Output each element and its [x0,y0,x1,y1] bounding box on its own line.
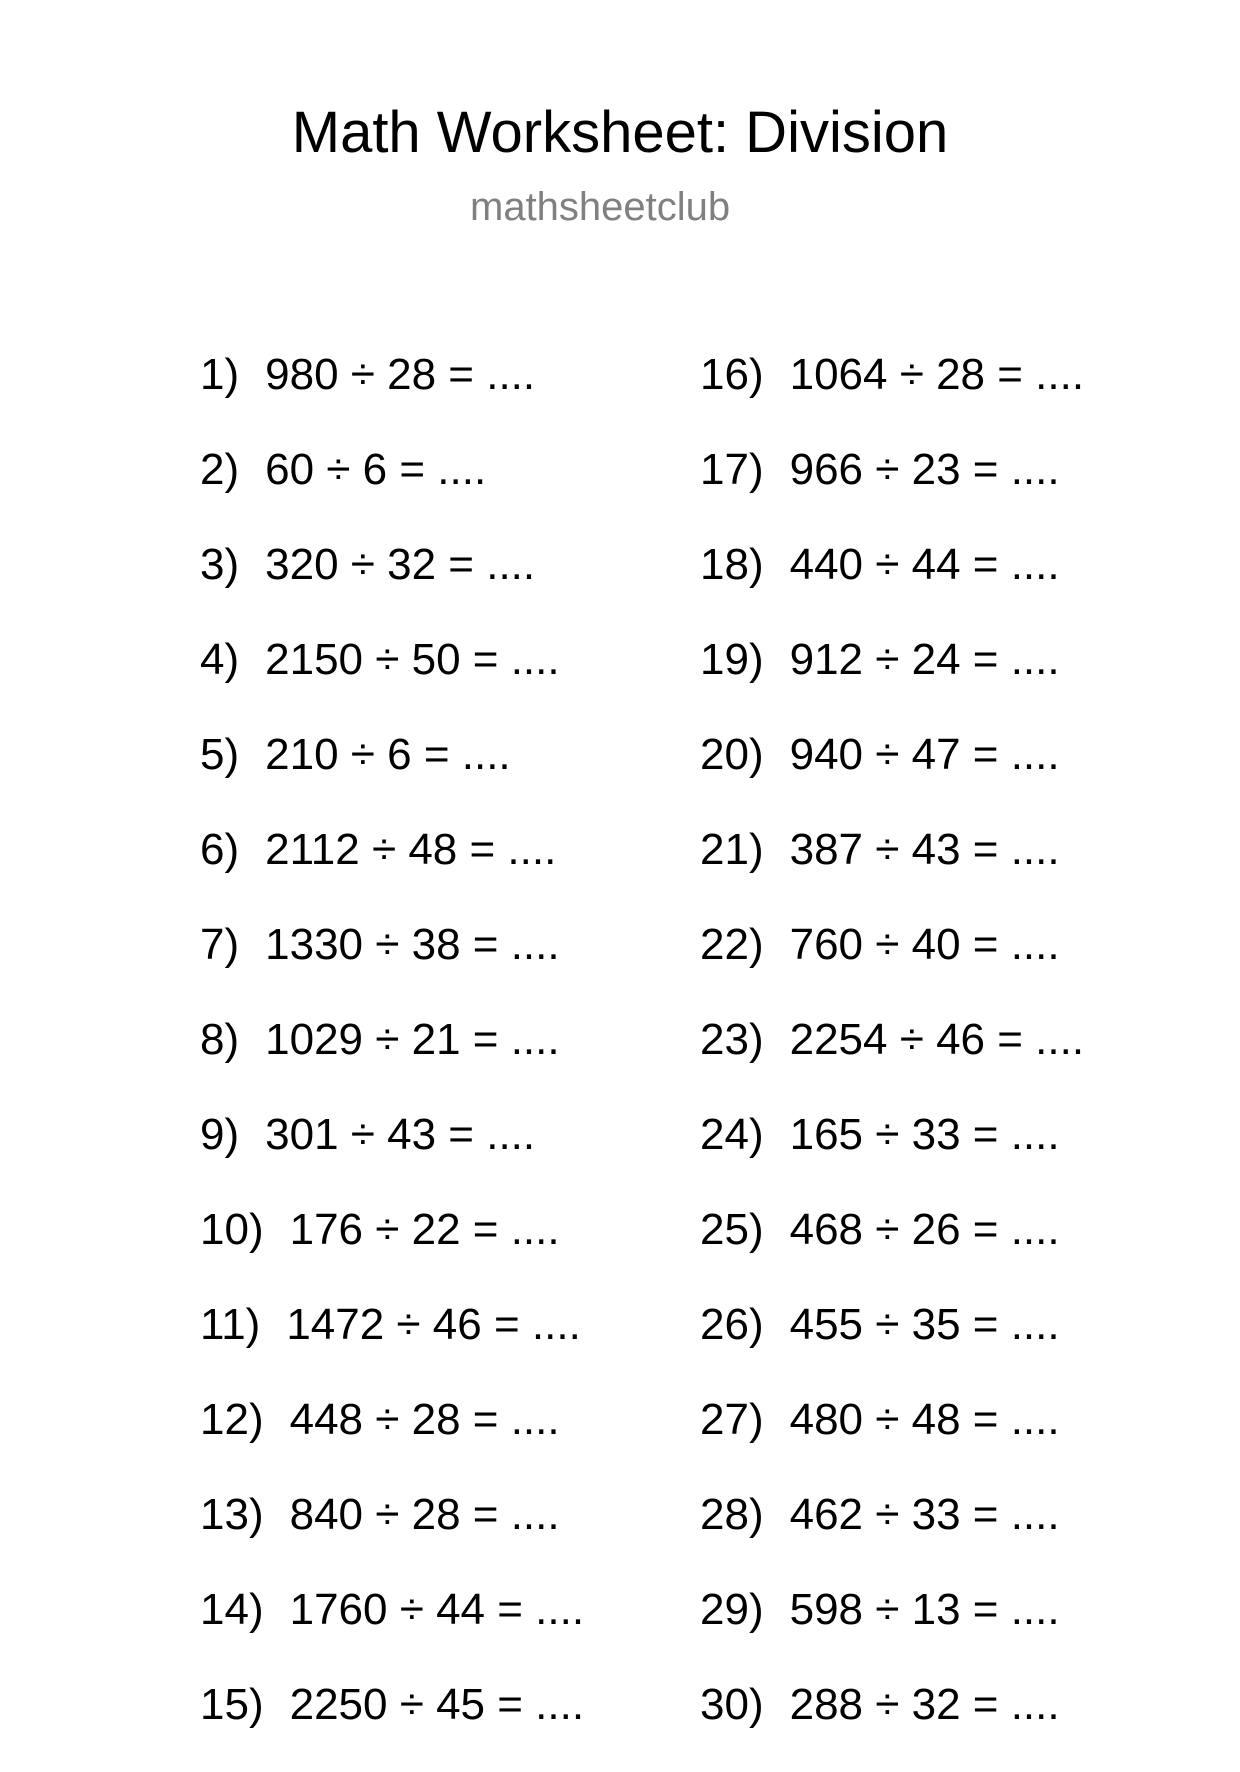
problems-column-left [200,347,584,1772]
problem-number: 3) [200,540,240,589]
problem-number: 18) [700,540,764,589]
problem-expression: 176 ÷ 22 = .... [289,1205,560,1254]
problem-number: 29) [700,1585,764,1634]
problem-number: 5) [200,730,240,779]
problem-item [200,1677,584,1772]
problem-item [700,537,1084,632]
problem-number: 8) [200,1015,240,1064]
problem-expression: 468 ÷ 26 = .... [789,1205,1060,1254]
site-name: mathsheetclub [470,185,731,229]
problem-item [700,1107,1084,1202]
problem-item [700,917,1084,1012]
problem-item [700,1202,1084,1297]
problem-expression: 60 ÷ 6 = .... [265,445,487,494]
problem-number: 6) [200,825,240,874]
problem-item [700,347,1084,442]
problem-expression: 2112 ÷ 48 = .... [265,825,557,874]
problem-number: 12) [200,1395,264,1444]
problem-item [200,347,584,442]
problem-expression: 1330 ÷ 38 = .... [265,920,560,969]
problem-item [700,632,1084,727]
problem-expression: 760 ÷ 40 = .... [789,920,1060,969]
problem-item [700,1677,1084,1772]
problem-expression: 912 ÷ 24 = .... [789,635,1060,684]
problem-number: 26) [700,1300,764,1349]
problem-item [200,1582,584,1677]
problem-number: 25) [700,1205,764,1254]
problem-number: 14) [200,1585,264,1634]
problem-number: 13) [200,1490,264,1539]
problem-item [200,537,584,632]
problem-expression: 1472 ÷ 46 = .... [286,1300,581,1349]
problem-expression: 440 ÷ 44 = .... [789,540,1060,589]
problem-item [200,632,584,727]
problem-expression: 462 ÷ 33 = .... [789,1490,1060,1539]
problem-number: 7) [200,920,240,969]
problem-expression: 165 ÷ 33 = .... [789,1110,1060,1159]
problem-expression: 1064 ÷ 28 = .... [789,350,1085,399]
problem-expression: 1029 ÷ 21 = .... [265,1015,560,1064]
problem-expression: 840 ÷ 28 = .... [289,1490,560,1539]
problem-item [200,1012,584,1107]
problem-expression: 387 ÷ 43 = .... [789,825,1060,874]
problem-item [200,822,584,917]
problem-item [200,727,584,822]
problem-item [200,1202,584,1297]
problem-expression: 2250 ÷ 45 = .... [289,1680,585,1729]
problem-item [200,1487,584,1582]
problems-column-right [700,347,1084,1772]
problem-number: 19) [700,635,764,684]
problem-number: 17) [700,445,764,494]
problem-number: 23) [700,1015,764,1064]
problem-number: 4) [200,635,240,684]
problem-expression: 301 ÷ 43 = .... [265,1110,536,1159]
problem-item [700,727,1084,822]
problem-expression: 210 ÷ 6 = .... [265,730,511,779]
problem-expression: 2150 ÷ 50 = .... [265,635,560,684]
problem-number: 1) [200,350,240,399]
problem-number: 15) [200,1680,264,1729]
problem-expression: 288 ÷ 32 = .... [789,1680,1060,1729]
problem-number: 16) [700,350,764,399]
problem-number: 27) [700,1395,764,1444]
problem-expression: 598 ÷ 13 = .... [789,1585,1060,1634]
problem-item [200,1392,584,1487]
problem-expression: 320 ÷ 32 = .... [265,540,536,589]
problem-number: 28) [700,1490,764,1539]
problem-item [700,442,1084,537]
problem-expression: 480 ÷ 48 = .... [789,1395,1060,1444]
problem-item [700,822,1084,917]
problem-number: 22) [700,920,764,969]
problem-expression: 448 ÷ 28 = .... [289,1395,560,1444]
problem-number: 21) [700,825,764,874]
problem-expression: 980 ÷ 28 = .... [265,350,536,399]
problem-item [700,1487,1084,1582]
problem-number: 20) [700,730,764,779]
problem-item [200,917,584,1012]
problem-number: 24) [700,1110,764,1159]
problem-number: 9) [200,1110,240,1159]
page-title: Math Worksheet: Division [291,100,949,165]
problem-number: 2) [200,445,240,494]
problem-expression: 2254 ÷ 46 = .... [789,1015,1085,1064]
problem-item [200,442,584,537]
problem-expression: 455 ÷ 35 = .... [789,1300,1060,1349]
problem-item [700,1392,1084,1487]
problem-expression: 940 ÷ 47 = .... [789,730,1060,779]
problem-number: 30) [700,1680,764,1729]
problem-expression: 1760 ÷ 44 = .... [289,1585,585,1634]
problem-item [200,1297,584,1392]
problem-item [200,1107,584,1202]
problem-item [700,1582,1084,1677]
problem-number: 10) [200,1205,264,1254]
problem-expression: 966 ÷ 23 = .... [789,445,1060,494]
problem-item [700,1012,1084,1107]
problem-number: 11) [200,1300,261,1349]
problem-item [700,1297,1084,1392]
